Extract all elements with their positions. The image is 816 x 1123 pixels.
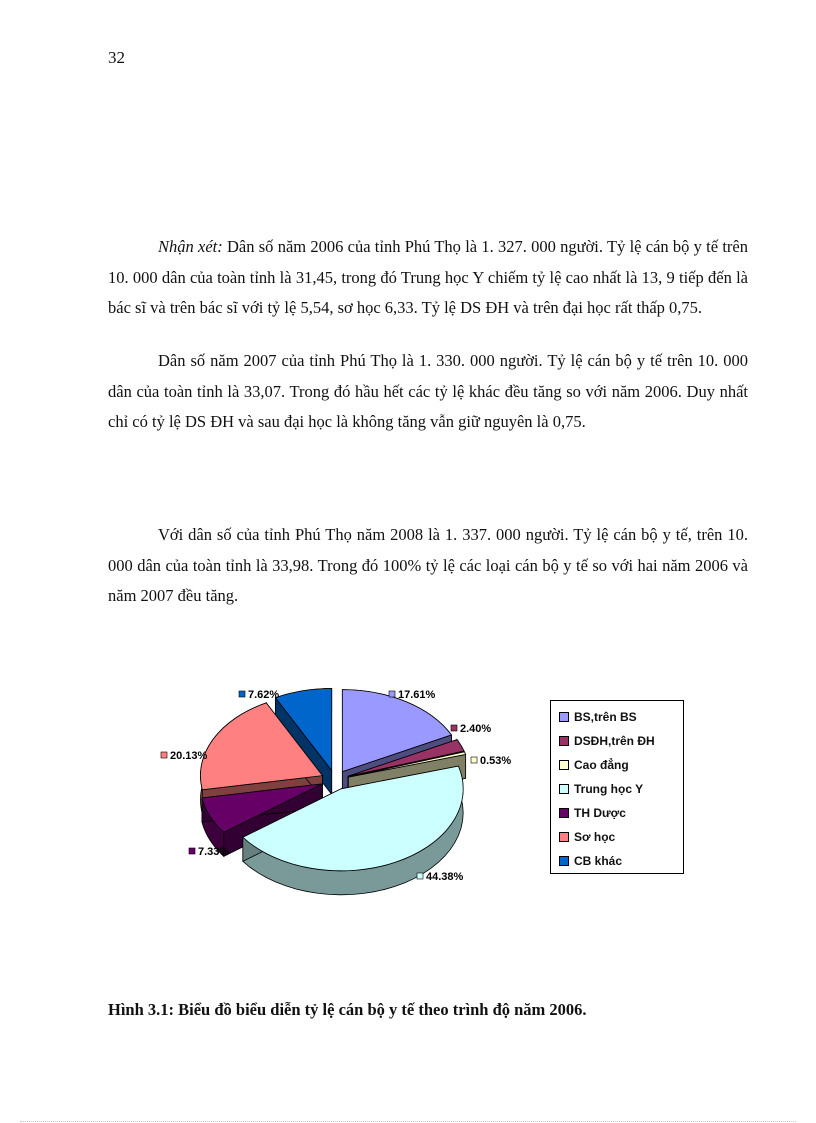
legend-label: DSĐH,trên ĐH: [574, 734, 655, 748]
data-label-marker: [389, 691, 395, 697]
data-label: 44.38%: [426, 871, 464, 883]
data-label: 20.13%: [170, 750, 208, 762]
data-label: 0.53%: [480, 755, 512, 767]
legend-item: [559, 829, 615, 845]
data-label-marker: [189, 848, 195, 854]
paragraph-2008: Với dân số của tỉnh Phú Thọ năm 2008 là 1. 337. 000 người. Tỷ lệ cán bộ y tế, trên 10. 000 dân của toàn tỉnh là 33,98. Trong đó 100% tỷ lệ các loại cán bộ y tế so với hai năm 2006 và năm 2007 đều tăng.: [108, 525, 748, 605]
data-label-marker: [471, 757, 477, 763]
legend-item: [559, 757, 629, 773]
legend-item: [559, 781, 643, 797]
data-label-marker: [239, 691, 245, 697]
legend-label: CB khác: [574, 854, 623, 868]
data-label: 7.33%: [198, 846, 230, 858]
paragraph-remarks: [108, 232, 748, 324]
figure-caption: Hình 3.1: Biểu đồ biểu diễn tỷ lệ cán bộ y tế theo trình độ năm 2006.: [108, 1000, 587, 1019]
data-label: 17.61%: [398, 689, 436, 701]
legend-label: TH Dược: [574, 806, 626, 820]
legend-label: BS,trên BS: [574, 710, 637, 724]
data-label: 2.40%: [460, 723, 492, 735]
paragraph-2007: Dân số năm 2007 của tỉnh Phú Thọ là 1. 330. 000 người. Tỷ lệ cán bộ y tế trên 10. 000 dân của toàn tỉnh là 33,07. Trong đó hầu hết các tỷ lệ khác đều tăng so với năm 2006. Duy nhất chỉ có tỷ lệ DS ĐH và sau đại học là không tăng vẫn giữ nguyên là 0,75.: [108, 351, 748, 431]
legend-item: [559, 805, 626, 821]
legend-swatch: [559, 712, 569, 722]
remarks-text: Dân số năm 2006 của tỉnh Phú Thọ là 1. 327. 000 người. Tỷ lệ cán bộ y tế trên 10. 000 dân của toàn tỉnh là 31,45, trong đó Trung học Y chiếm tỷ lệ cao nhất là 13, 9 tiếp đến là bác sĩ và trên bác sĩ với tỷ lệ 5,54, sơ học 6,33. Tỷ lệ DS ĐH và trên đại học rất thấp 0,75.: [108, 237, 748, 317]
legend-swatch: [559, 808, 569, 818]
legend-swatch: [559, 760, 569, 770]
chart-legend: [550, 700, 684, 874]
data-label-marker: [161, 752, 167, 758]
legend-swatch: [559, 784, 569, 794]
data-label-marker: [417, 873, 423, 879]
legend-label: Trung học Y: [574, 782, 644, 796]
remarks-lead: Nhận xét:: [158, 237, 223, 256]
legend-swatch: [559, 736, 569, 746]
legend-label: Sơ học: [574, 830, 616, 844]
legend-swatch: [559, 832, 569, 842]
pie-chart: [150, 680, 530, 910]
data-label: 7.62%: [248, 689, 280, 701]
data-label-marker: [451, 725, 457, 731]
legend-item: [559, 853, 622, 869]
page-number: 32: [108, 48, 125, 67]
legend-swatch: [559, 856, 569, 866]
legend-item: [559, 733, 655, 749]
page-footer-divider: [20, 1121, 796, 1122]
legend-item: [559, 709, 637, 725]
legend-label: Cao đẳng: [574, 758, 629, 772]
